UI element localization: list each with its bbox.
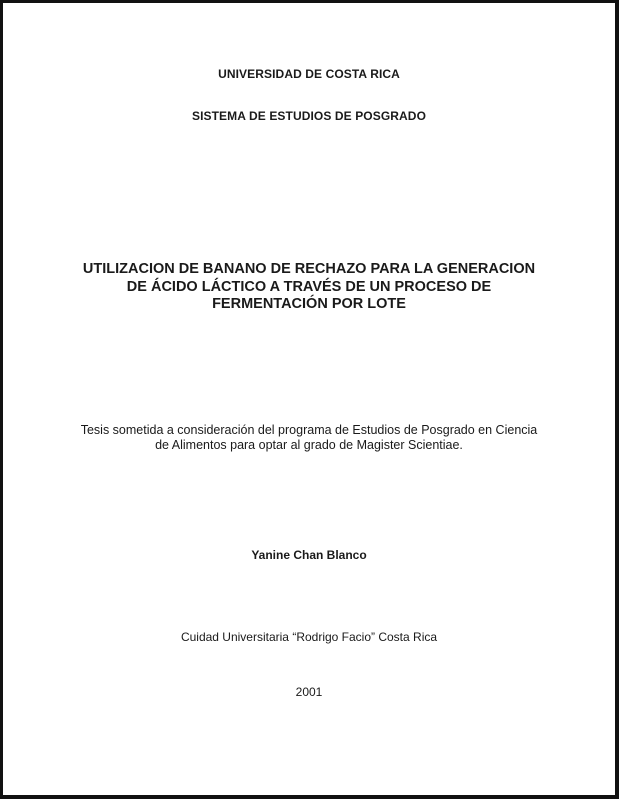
thesis-statement xyxy=(3,423,615,453)
thesis-title-line: FERMENTACIÓN POR LOTE xyxy=(212,296,406,312)
thesis-title-line: UTILIZACION DE BANANO DE RECHAZO PARA LA GENERACION xyxy=(82,261,536,277)
location: Cuidad Universitaria “Rodrigo Facio” Costa Rica xyxy=(180,630,438,644)
thesis-title-line: DE ÁCIDO LÁCTICO A TRAVÉS DE UN PROCESO DE xyxy=(126,278,492,295)
thesis-title xyxy=(3,261,615,314)
graduate-system-name: SISTEMA DE ESTUDIOS DE POSGRADO xyxy=(191,109,427,123)
year: 2001 xyxy=(295,685,323,699)
author-name: Yanine Chan Blanco xyxy=(251,548,367,562)
institution-name: UNIVERSIDAD DE COSTA RICA xyxy=(218,67,400,81)
thesis-statement-line: Tesis sometida a consideración del programa de Estudios de Posgrado en Ciencia xyxy=(80,423,538,437)
thesis-statement-line: de Alimentos para optar al grado de Magister Scientiae. xyxy=(155,438,463,452)
